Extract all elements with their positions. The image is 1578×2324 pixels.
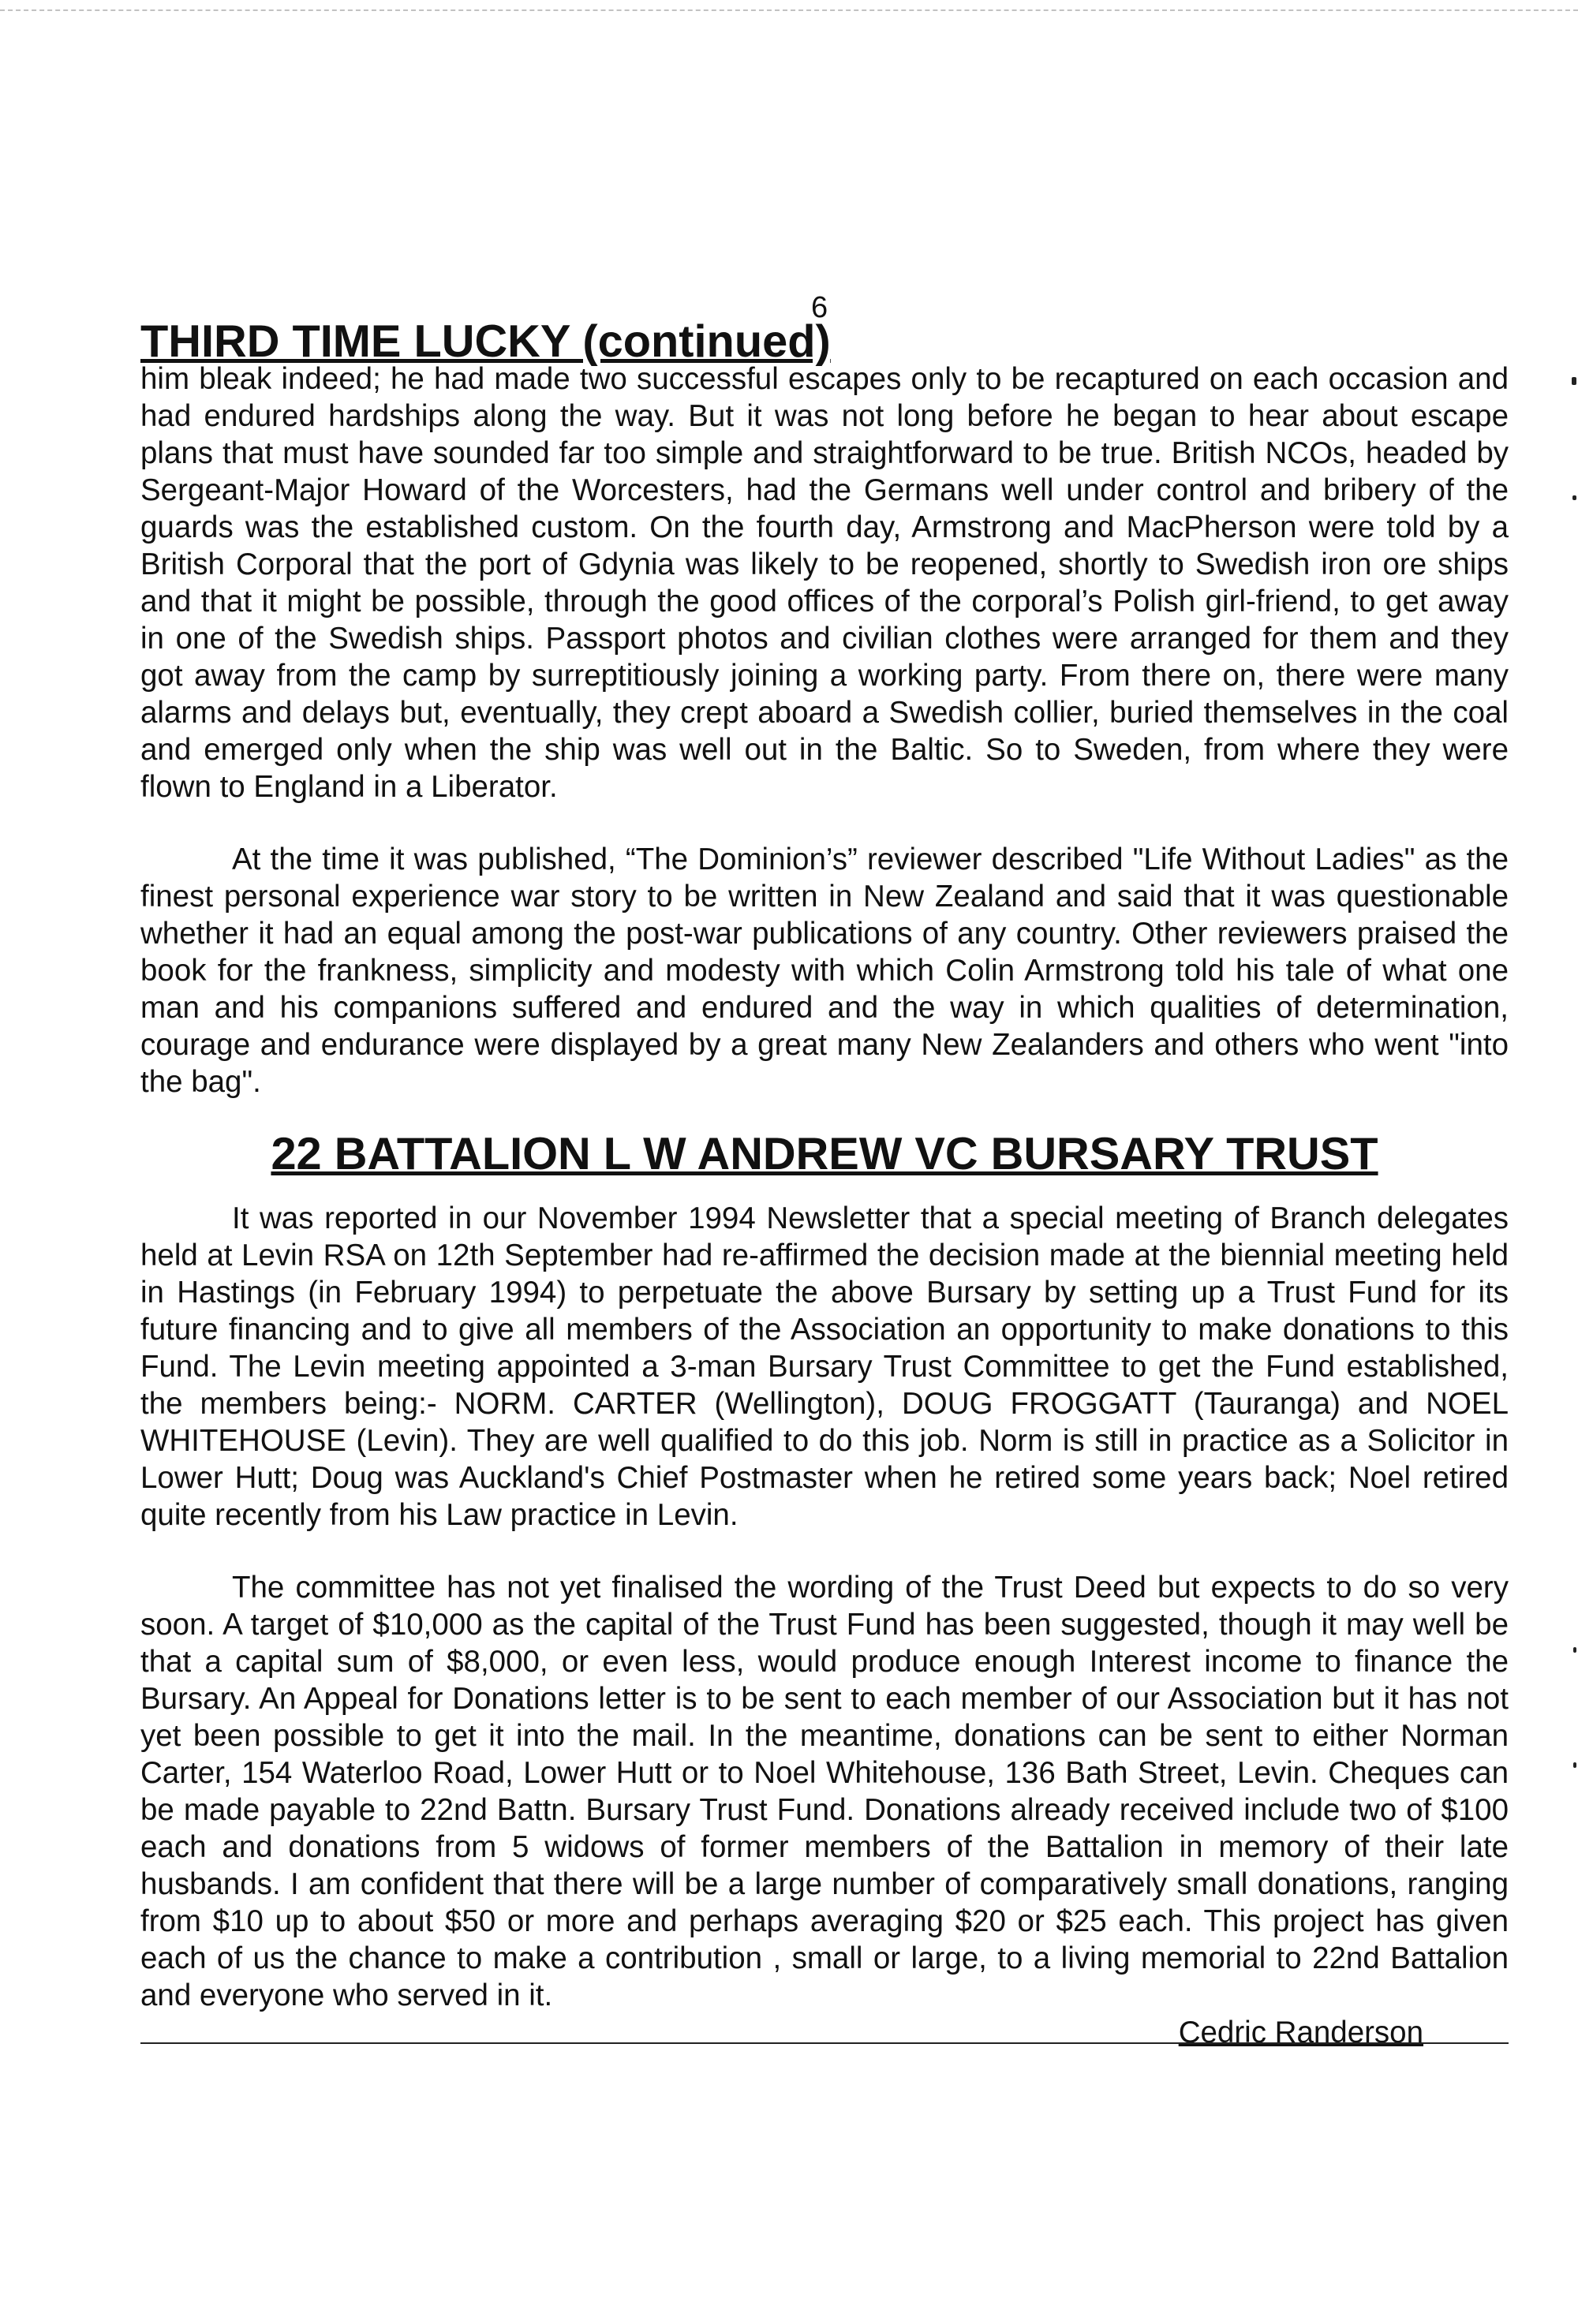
page-number: 6 <box>811 291 828 324</box>
paragraph-book-review: At the time it was published, “The Dominion’s” reviewer described "Life Without Ladies" as the finest personal experience war story to be written in New Zealand and said that it was questionable whether it had an equal among the post-war publications of any country. Other reviewers praised the book for the frankness, simplicity and modesty with which Colin Armstrong told his tale of what one man and his companions suffered and endured and the way in which qualities of determination, courage and endurance were displayed by a great many New Zealanders and others who went "into the bag". <box>140 843 1509 1099</box>
signature-row <box>140 2014 1509 2051</box>
scan-top-edge <box>0 9 1578 11</box>
paragraph-bursary-donations: The committee has not yet finalised the wording of the Trust Deed but expects to do so very soon. A target of $10,000 as the capital of the Trust Fund has been suggested, though it may well be that a capital sum of $8,000, or even less, would produce enough Interest income to finance the Bursary. An Appeal for Donations letter is to be sent to each member of our Association but it has not yet been possible to get it into the mail. In the meantime, donations can be sent to either Norman Carter, 154 Waterloo Road, Lower Hutt or to Noel Whitehouse, 136 Bath Street, Levin. Cheques can be made payable to 22nd Battn. Bursary Trust Fund. Donations already received include two of $100 each and donations from 5 widows of former members of the Battalion in memory of their late husbands. I am confident that there will be a large number of comparatively small donations, ranging from $10 up to about $50 or more and perhaps averaging $20 or $25 each. This project has given each of us the chance to make a contribution , small or large, to a living memorial to 22nd Battalion and everyone who served in it. <box>140 1571 1509 2012</box>
paragraph-escape-story: him bleak indeed; he had made two successful escapes only to be recaptured on each occasion and had endured hardships along the way. But it was not long before he began to hear about escape plans that must have sounded far too simple and straightforward to be true. British NCOs, headed by Sergeant-Major Howard of the Worcesters, had the Germans well under control and bribery of the guards was the established custom. On the fourth day, Armstrong and MacPherson were told by a British Corporal that the port of Gdynia was likely to be reopened, shortly to Swedish iron ore ships and that it might be possible, through the good offices of the corporal’s Polish girl-friend, to get away in one of the Swedish ships. Passport photos and civilian clothes were arranged for them and they got away from the camp by surreptitiously joining a working party. From there on, there were many alarms and delays but, eventually, they crept aboard a Swedish collier, buried themselves in the coal and emerged only when the ship was well out in the Baltic. So to Sweden, from where they were flown to England in a Liberator. <box>140 362 1509 804</box>
section-heading-third-time-lucky: THIRD TIME LUCKY (continued) <box>140 316 831 367</box>
bottom-rule <box>140 2042 1509 2044</box>
section-heading-bursary-trust: 22 BATTALION L W ANDREW VC BURSARY TRUST <box>271 1129 1378 1179</box>
scan-margin-mark <box>1573 1647 1576 1653</box>
scan-margin-mark <box>1572 495 1576 500</box>
scan-margin-mark <box>1572 377 1576 385</box>
paragraph-bursary-committee: It was reported in our November 1994 Newsletter that a special meeting of Branch delegates held at Levin RSA on 12th September had re-affirmed the decision made at the biennial meeting held in Hastings (in February 1994) to perpetuate the above Bursary by setting up a Trust Fund for its future financing and to give all members of the Association an opportunity to make donations to this Fund. The Levin meeting appointed a 3-man Bursary Trust Committee to get the Fund established, the members being:- NORM. CARTER (Wellington), DOUG FROGGATT (Tauranga) and NOEL WHITEHOUSE (Levin). They are well qualified to do this job. Norm is still in practice as a Solicitor in Lower Hutt; Doug was Auckland's Chief Postmaster when he retired some years back; Noel retired quite recently from his Law practice in Levin. <box>140 1201 1509 1532</box>
article-body <box>140 316 1509 2051</box>
author-signature: Cedric Randerson <box>1178 2016 1423 2049</box>
scan-margin-mark <box>1573 1762 1576 1768</box>
